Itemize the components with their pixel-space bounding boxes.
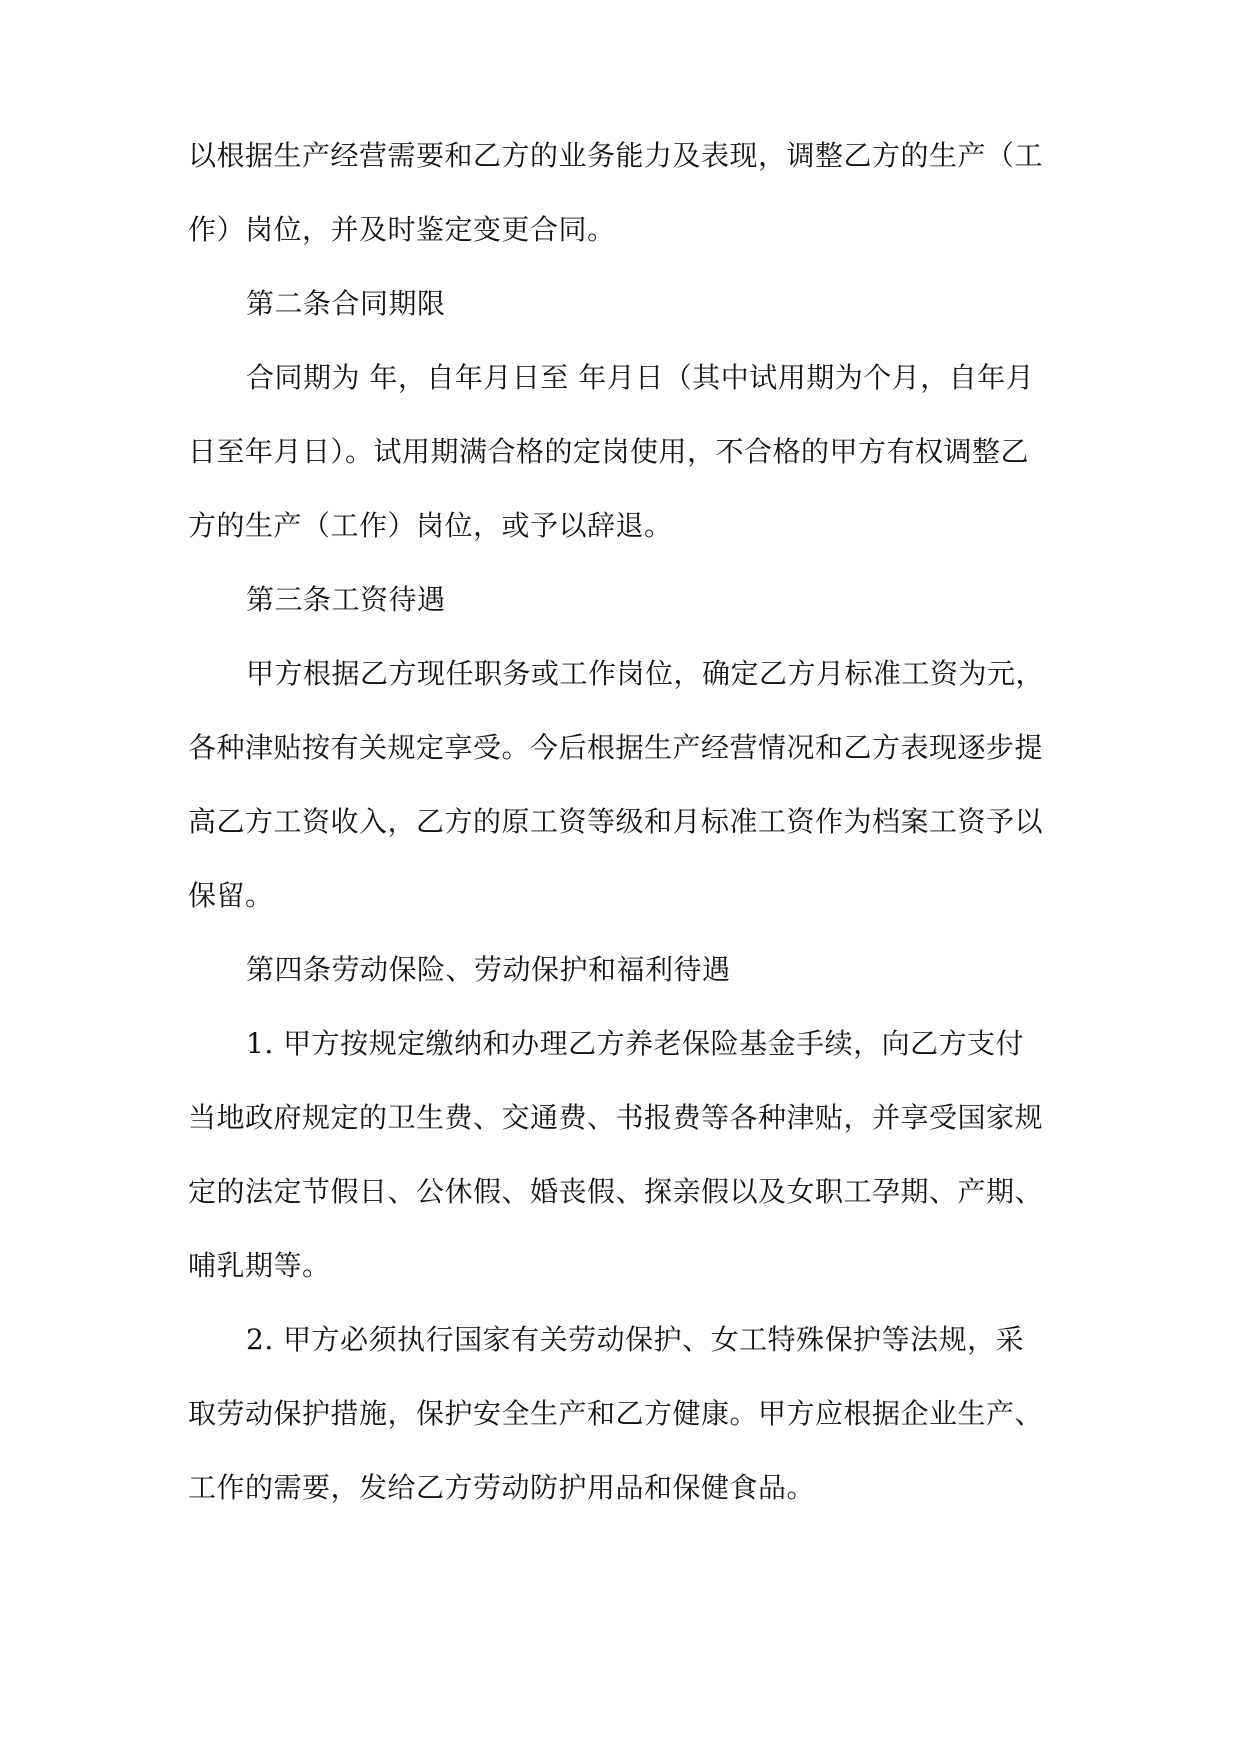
- section-heading: 第二条合同期限: [246, 287, 446, 320]
- text-line: 各种津贴按有关规定享受。今后根据生产经营情况和乙方表现逐步提: [188, 731, 1044, 764]
- text-line: 作）岗位，并及时鉴定变更合同。: [188, 213, 616, 246]
- text-line: 取劳动保护措施，保护安全生产和乙方健康。甲方应根据企业生产、: [188, 1397, 1044, 1430]
- text-line: 高乙方工资收入，乙方的原工资等级和月标准工资作为档案工资予以: [188, 805, 1044, 838]
- list-item: 1. 甲方按规定缴纳和办理乙方养老保险基金手续，向乙方支付: [246, 1027, 1025, 1060]
- text-line: 当地政府规定的卫生费、交通费、书报费等各种津贴，并享受国家规: [188, 1101, 1044, 1134]
- list-item: 2. 甲方必须执行国家有关劳动保护、女工特殊保护等法规，采: [246, 1323, 1025, 1356]
- text-line: 甲方根据乙方现任职务或工作岗位，确定乙方月标准工资为元，: [246, 657, 1045, 690]
- text-line: 定的法定节假日、公休假、婚丧假、探亲假以及女职工孕期、产期、: [188, 1175, 1044, 1208]
- text-line: 日至年月日）。试用期满合格的定岗使用，不合格的甲方有权调整乙: [188, 435, 1030, 468]
- section-heading: 第三条工资待遇: [246, 583, 446, 616]
- text-line: 合同期为 年，自年月日至 年月日（其中试用期为个月，自年月: [246, 361, 1035, 394]
- text-line: 方的生产（工作）岗位，或予以辞退。: [188, 509, 673, 542]
- text-line: 以根据生产经营需要和乙方的业务能力及表现，调整乙方的生产（工: [188, 139, 1044, 172]
- text-line: 保留。: [188, 879, 274, 912]
- text-line: 哺乳期等。: [188, 1249, 331, 1282]
- text-line: 工作的需要，发给乙方劳动防护用品和保健食品。: [188, 1471, 816, 1504]
- section-heading: 第四条劳动保险、劳动保护和福利待遇: [246, 953, 731, 986]
